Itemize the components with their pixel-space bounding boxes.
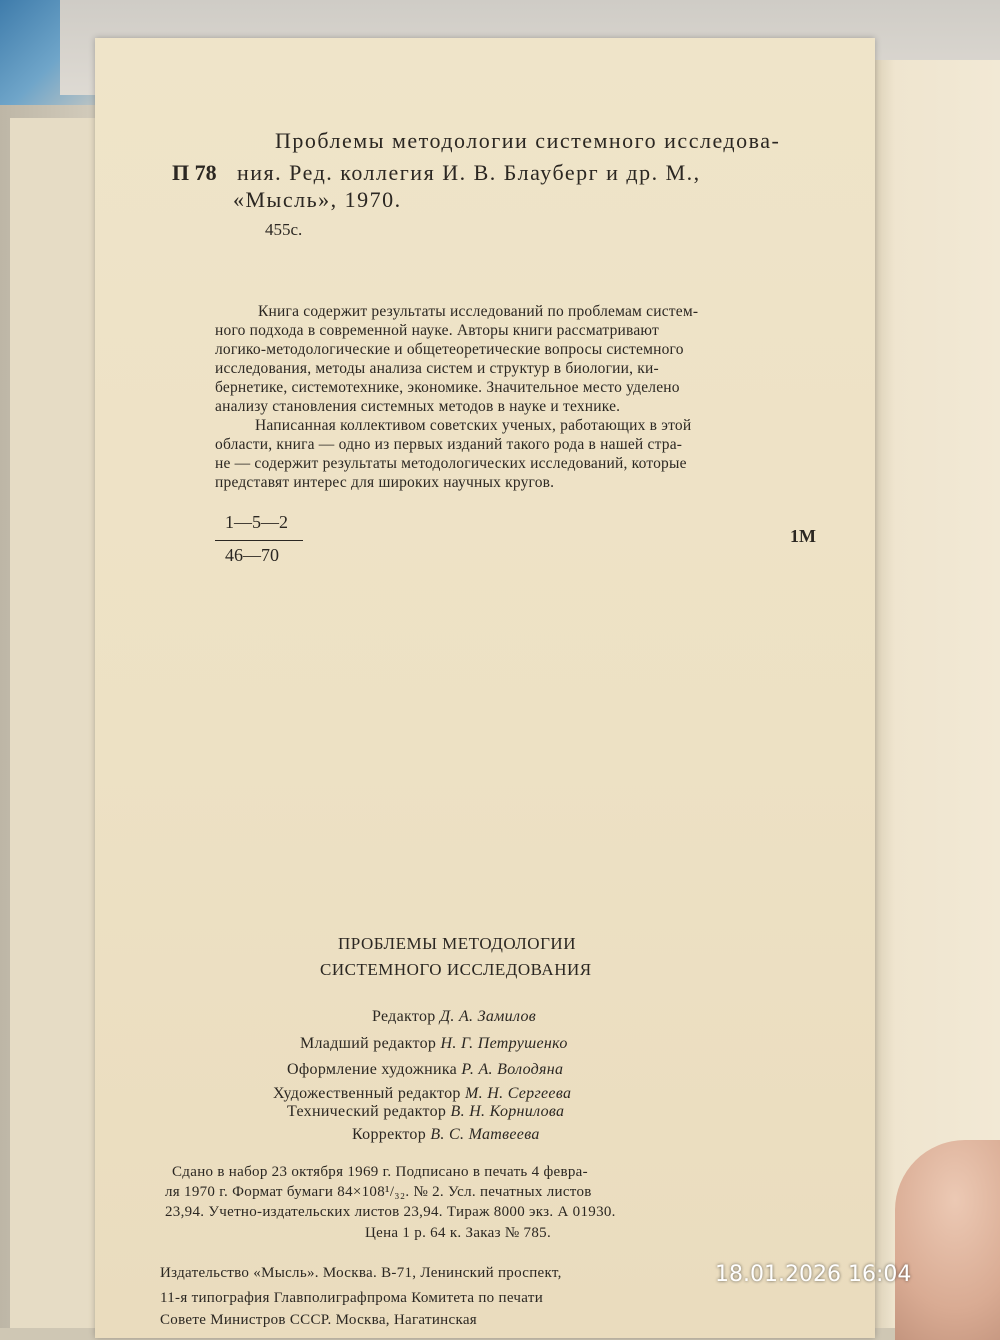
print-info-line: ля 1970 г. Формат бумаги 84×108¹/₃₂. № 2. Усл. печатных листов: [165, 1184, 592, 1200]
credit-line: Младший редактор Н. Г. Петрушенко: [300, 1035, 568, 1052]
bibliography-line-3: «Мысль», 1970.: [233, 187, 402, 212]
print-info-line: 23,94. Учетно-издательских листов 23,94. Тираж 8000 экз. А 01930.: [165, 1204, 616, 1220]
thumb: [895, 1140, 1000, 1340]
publisher-line: Совете Министров СССР. Москва, Нагатинская: [160, 1312, 477, 1328]
bibliography-line-1: Проблемы методологии системного исследова-: [275, 128, 781, 153]
facing-page: [860, 60, 1000, 1328]
classmark: П 78: [172, 160, 217, 185]
publisher-line: Издательство «Мысль». Москва. В-71, Ленинский проспект,: [160, 1265, 562, 1281]
credit-line: Художественный редактор М. Н. Сергеева: [273, 1085, 572, 1102]
page-count: 455с.: [265, 220, 303, 239]
credit-line: Технический редактор В. Н. Корнилова: [287, 1103, 565, 1120]
annotation-line: логико-методологические и общетеоретические вопросы системного: [215, 341, 684, 358]
annotation-line: исследования, методы анализа систем и структур в биологии, ки-: [215, 360, 659, 377]
index-right-code: 1М: [790, 526, 816, 546]
bibliography-line-2: ния. Ред. коллегия И. В. Блауберг и др. М.,: [237, 160, 701, 185]
index-denominator: 46—70: [225, 545, 279, 565]
credit-line: Оформление художника Р. А. Володяна: [287, 1061, 564, 1078]
credit-line: Редактор Д. А. Замилов: [372, 1008, 536, 1025]
annotation-line: представят интерес для широких научных кругов.: [215, 474, 555, 491]
photo-timestamp: 18.01.2026 16:04: [715, 1262, 912, 1287]
annotation-line: Книга содержит результаты исследований по проблемам систем-: [258, 303, 699, 320]
credit-line: Корректор В. С. Матвеева: [352, 1126, 540, 1143]
book-title-line-1: ПРОБЛЕМЫ МЕТОДОЛОГИИ: [338, 934, 576, 953]
annotation-line: не — содержит результаты методологических исследований, которые: [215, 455, 687, 472]
publisher-line: 11-я типография Главполиграфпрома Комитета по печати: [160, 1290, 544, 1306]
annotation-line: области, книга — одно из первых изданий такого рода в нашей стра-: [215, 436, 683, 453]
book-title-line-2: СИСТЕМНОГО ИССЛЕДОВАНИЯ: [320, 960, 592, 979]
print-info-line: Сдано в набор 23 октября 1969 г. Подписано в печать 4 февра-: [172, 1164, 588, 1180]
annotation-line: анализу становления системных методов в науке и технике.: [215, 398, 621, 415]
annotation-line: ного подхода в современной науке. Авторы книги рассматривают: [215, 322, 659, 339]
print-info-line: Цена 1 р. 64 к. Заказ № 785.: [365, 1225, 551, 1241]
index-numerator: 1—5—2: [225, 512, 288, 532]
index-fraction-rule: [215, 540, 303, 541]
annotation-line: бернетике, системотехнике, экономике. Значительное место уделено: [215, 379, 680, 396]
annotation-line: Написанная коллективом советских ученых, работающих в этой: [255, 417, 692, 434]
